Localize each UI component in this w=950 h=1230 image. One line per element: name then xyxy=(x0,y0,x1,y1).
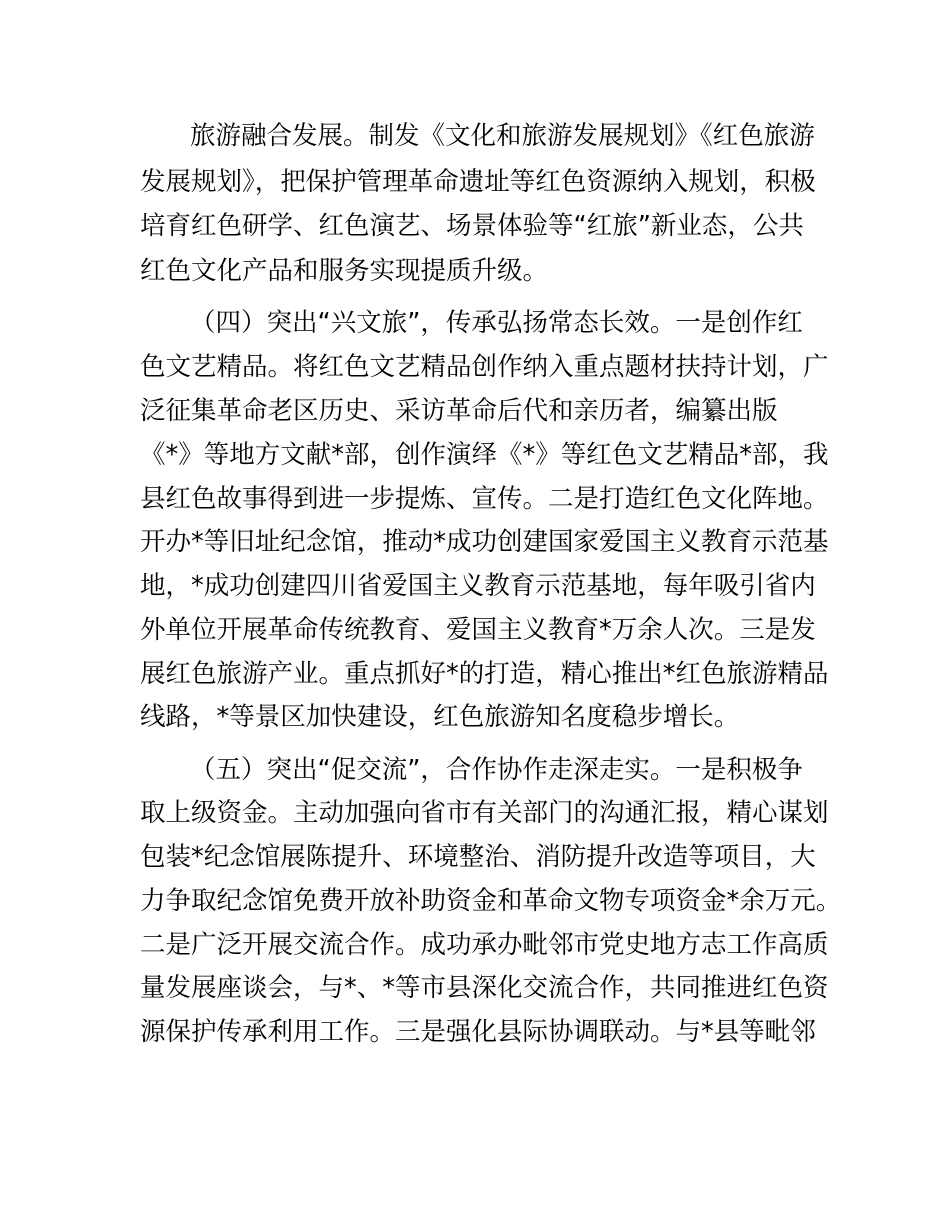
text-line: 旅游融合发展。制发《文化和旅游发展规划》《红色旅游 xyxy=(190,121,815,151)
text-line: 色文艺精品。将红色文艺精品创作纳入重点题材扶持计划，广 xyxy=(140,352,829,382)
text-line: （四）突出“兴文旅”，传承弘扬常态长效。一是创作红 xyxy=(190,308,803,338)
text-line: （五）突出“促交流”，合作协作走深走实。一是积极争 xyxy=(190,755,803,785)
text-line: 力争取纪念馆免费开放补助资金和革命文物专项资金*余万元。 xyxy=(140,886,842,916)
text-line: 开办*等旧址纪念馆，推动*成功创建国家爱国主义教育示范基 xyxy=(140,527,829,557)
text-line: 外单位开展革命传统教育、爱国主义教育*万余人次。三是发 xyxy=(140,615,816,645)
text-line: 源保护传承利用工作。三是强化县际协调联动。与*县等毗邻 xyxy=(140,1017,816,1047)
text-line: 红色文化产品和服务实现提质升级。 xyxy=(140,256,549,286)
text-line: 《*》等地方文献*部，创作演绎《*》等红色文艺精品*部，我 xyxy=(140,440,829,470)
text-line: 线路，*等景区加快建设，红色旅游知名度稳步增长。 xyxy=(140,702,740,732)
text-line: 量发展座谈会，与*、*等市县深化交流合作，共同推进红色资 xyxy=(140,973,829,1003)
text-line: 展红色旅游产业。重点抓好*的打造，精心推出*红色旅游精品 xyxy=(140,659,829,689)
text-line: 包装*纪念馆展陈提升、环境整治、消防提升改造等项目，大 xyxy=(140,842,816,872)
text-line: 地，*成功创建四川省爱国主义教育示范基地，每年吸引省内 xyxy=(140,571,816,601)
text-line: 泛征集革命老区历史、采访革命后代和亲历者，编纂出版 xyxy=(140,396,778,426)
text-line: 培育红色研学、红色演艺、场景体验等“红旅”新业态，公共 xyxy=(140,211,804,241)
text-line: 二是广泛开展交流合作。成功承办毗邻市党史地方志工作高质 xyxy=(140,930,829,960)
text-line: 发展规划》，把保护管理革命遗址等红色资源纳入规划，积极 xyxy=(140,167,816,197)
text-line: 取上级资金。主动加强向省市有关部门的沟通汇报，精心谋划 xyxy=(140,798,829,828)
text-line: 县红色故事得到进一步提炼、宣传。二是打造红色文化阵地。 xyxy=(140,484,829,514)
